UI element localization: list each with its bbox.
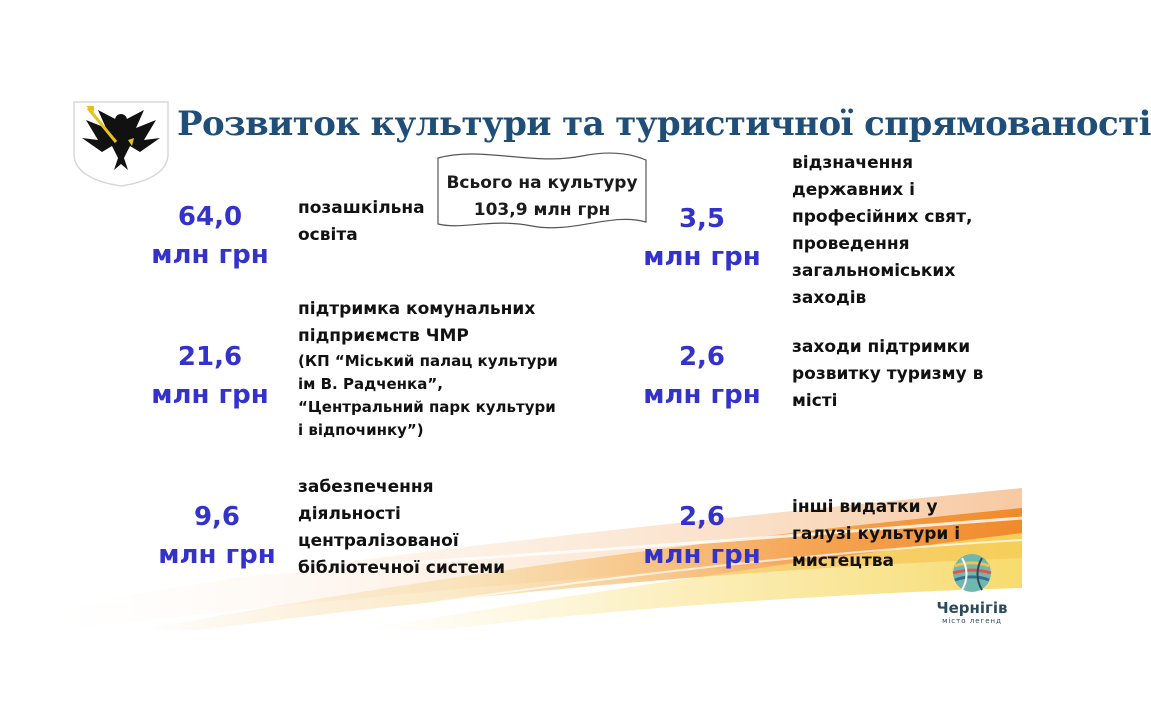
desc-line: підтримка комунальних — [298, 299, 536, 319]
desc-line: галузі культури і — [792, 524, 961, 544]
amount-unit: млн грн — [643, 380, 761, 410]
amount-value: 2,6 — [678, 342, 726, 372]
desc-line: розвитку туризму в — [792, 364, 984, 384]
desc-line: забезпечення — [298, 477, 434, 497]
desc-tourism — [792, 334, 983, 415]
desc-line: діяльності — [298, 504, 401, 524]
amount-holidays-events — [622, 200, 782, 276]
desc-line: державних і — [792, 180, 915, 200]
desc-line: централізованої — [298, 531, 459, 551]
amount-municipal-enterprises — [130, 338, 290, 414]
amount-unit: млн грн — [158, 540, 276, 570]
amount-value: 9,6 — [193, 502, 241, 532]
desc-line: підприємств ЧМР — [298, 326, 469, 346]
desc-detail-line: “Центральний парк культури — [298, 398, 556, 416]
total-banner — [432, 150, 652, 234]
desc-detail-line: ім В. Радченка”, — [298, 375, 443, 393]
total-line-2: 103,9 млн грн — [473, 200, 611, 220]
desc-holidays-events — [792, 150, 972, 312]
desc-line: інші видатки у — [792, 497, 938, 517]
amount-value: 21,6 — [177, 342, 243, 372]
chernihiv-brand-logo — [922, 552, 1022, 624]
desc-line: мистецтва — [792, 551, 894, 571]
desc-detail-line: (КП “Міський палац культури — [298, 352, 558, 370]
amount-unit: млн грн — [151, 240, 269, 270]
amount-unit: млн грн — [643, 242, 761, 272]
slide — [60, 88, 1151, 630]
desc-extracurricular — [298, 195, 425, 249]
desc-line: відзначення — [792, 153, 914, 173]
amount-value: 2,6 — [678, 502, 726, 532]
desc-detail-line: і відпочинку”) — [298, 421, 424, 439]
desc-line: освіта — [298, 225, 358, 245]
desc-line: проведення — [792, 234, 910, 254]
desc-line: заходи підтримки — [792, 337, 971, 357]
amount-library-system — [137, 498, 297, 574]
amount-value: 64,0 — [177, 202, 243, 232]
amount-tourism — [622, 338, 782, 414]
brand-tagline: місто легенд — [942, 617, 1002, 625]
chernihiv-crest-icon — [68, 100, 174, 186]
desc-line: місті — [792, 391, 838, 411]
amount-extracurricular — [130, 198, 290, 274]
slide-title: Розвиток культури та туристичної спрямованості — [177, 104, 1151, 144]
amount-other-expenses — [622, 498, 782, 574]
desc-line: позашкільна — [298, 198, 425, 218]
desc-library-system — [298, 474, 505, 582]
desc-municipal-enterprises — [298, 296, 558, 442]
chernihiv-yarn-logo-icon — [944, 552, 1000, 594]
brand-name: Чернігів — [936, 599, 1008, 617]
desc-line: загальноміських — [792, 261, 956, 281]
amount-unit: млн грн — [151, 380, 269, 410]
amount-value: 3,5 — [678, 204, 726, 234]
total-line-1: Всього на культуру — [446, 173, 638, 193]
desc-line: бібліотечної системи — [298, 558, 506, 578]
desc-line: професійних свят, — [792, 207, 973, 227]
amount-unit: млн грн — [643, 540, 761, 570]
desc-line: заходів — [792, 288, 867, 308]
